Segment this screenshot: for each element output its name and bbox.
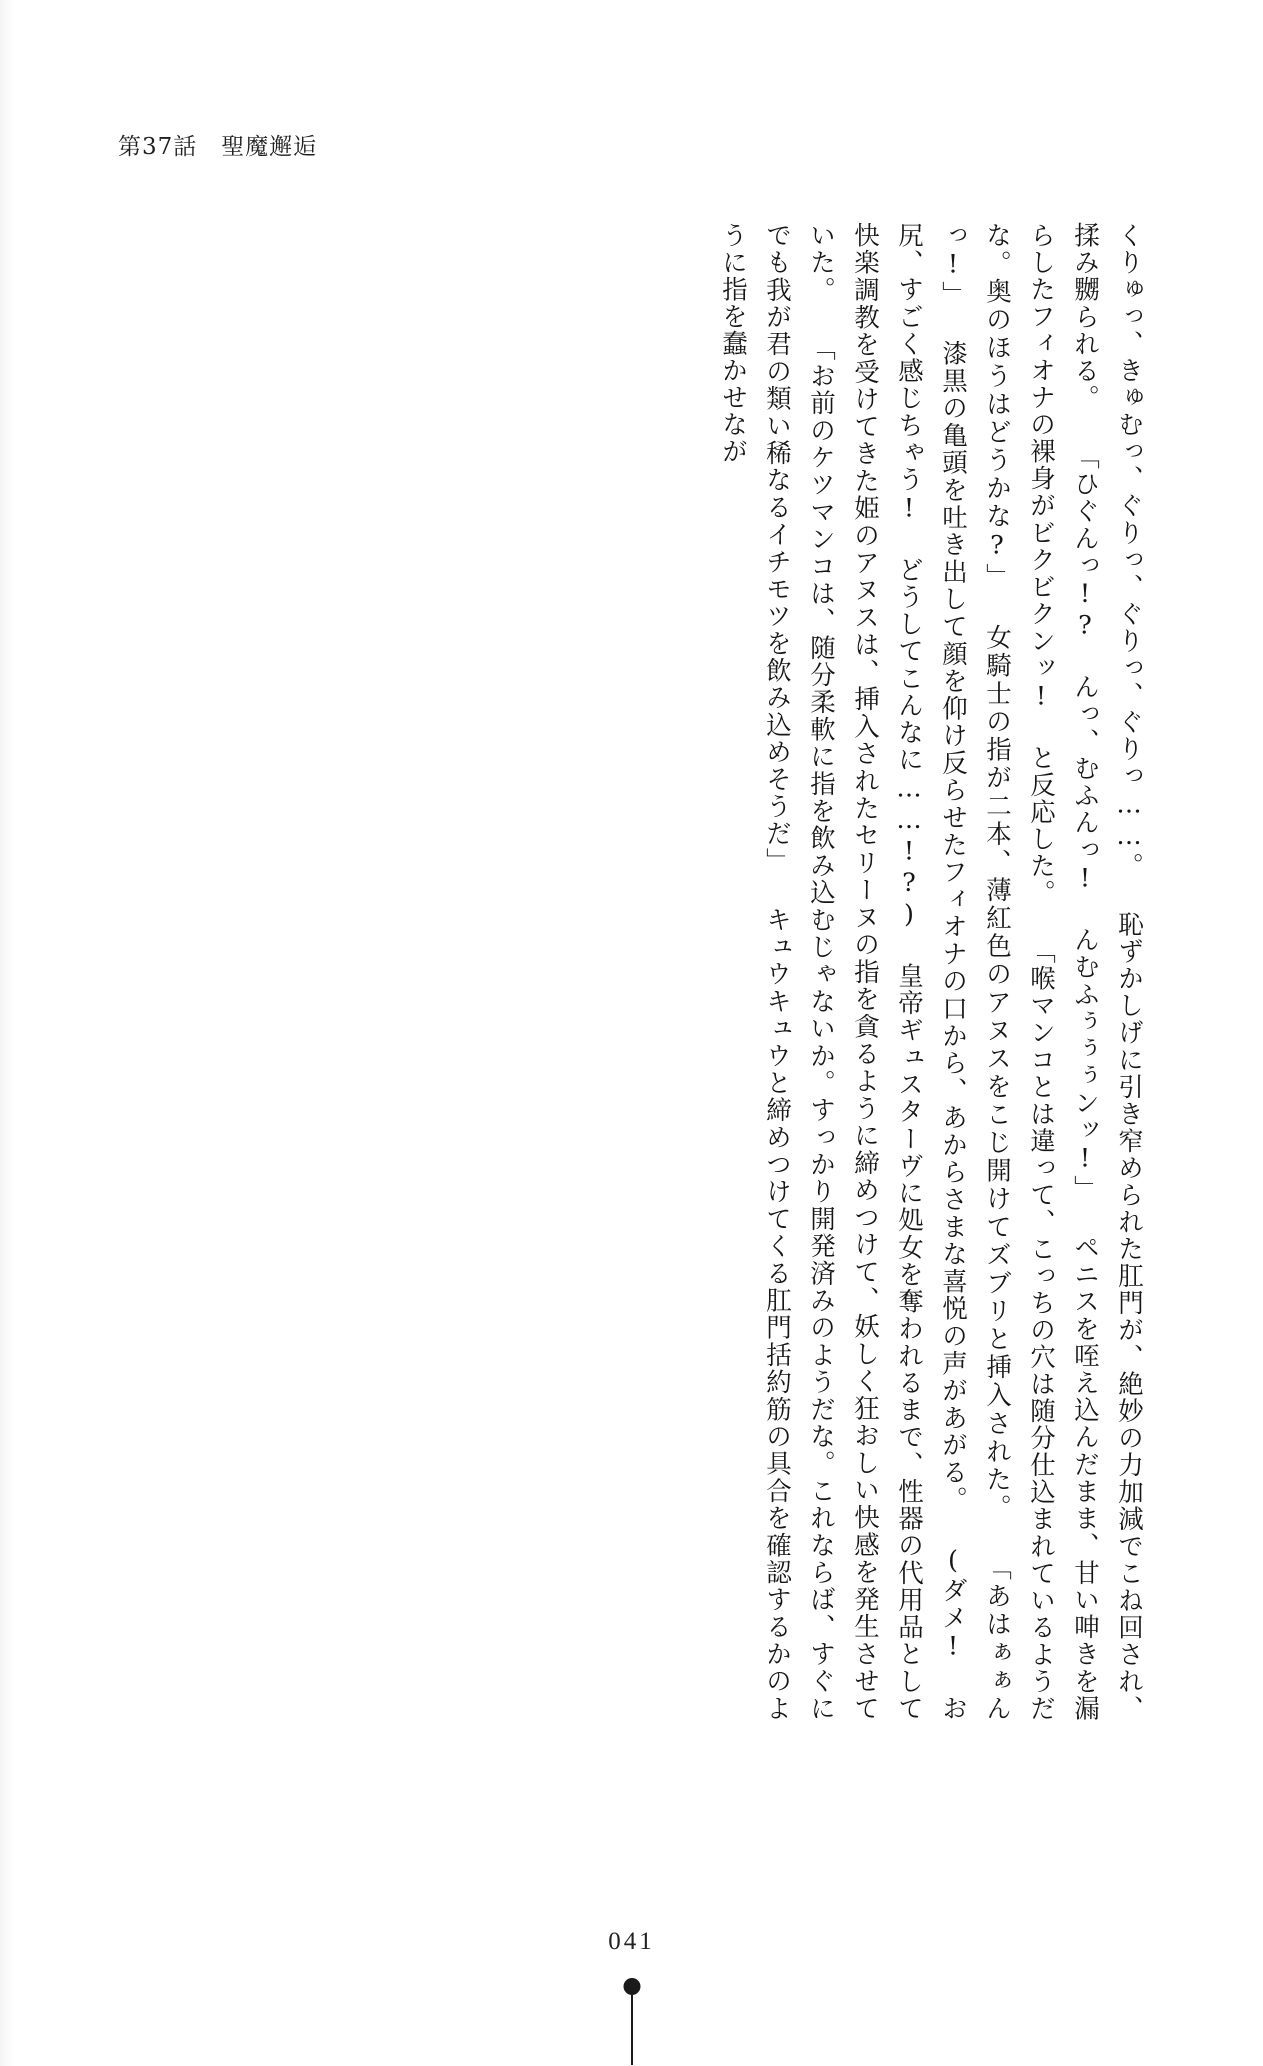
page-number: 041 <box>608 1928 655 1955</box>
page-gutter-shadow <box>0 0 14 2066</box>
running-head <box>0 128 1263 168</box>
body-text <box>111 222 1151 1722</box>
ornament-stem <box>631 1995 633 2065</box>
chapter-title: 第37話 聖魔邂逅 <box>118 134 318 160</box>
body-paragraph: くりゅっ、きゅむっ、ぐりっ、ぐりっ、ぐりっ……。 恥ずかしげに引き窄められた肛門が、絶妙の力加減でこね回され、揉み嬲られる。 「ひぐんっ!? んっ、むふんっ! んむふぅぅぅンッ!」 ペニスを咥え込んだまま、甘い呻きを漏らしたフィオナの裸身がビクビクンッ! と反応した。 「喉マンコとは違って、こっちの穴は随分仕込まれているようだな。奥のほうはどうかな?」 女騎士の指が二本、薄紅色のアヌスをこじ開けてズブリと挿入された。 「あはぁぁんっ!」 漆黒の亀頭を吐き出して顔を仰け反らせたフィオナの口から、あからさまな喜悦の声があがる。 (ダメ! お尻、すごく感じちゃう! どうしてこんなに……!?) 皇帝ギュスターヴに処女を奪われるまで、性器の代用品として快楽調教を受けてきた姫のアヌスは、挿入されたセリーヌの指を貪るように締めつけて、妖しく狂おしい快感を発生させていた。 「お前のケツマンコは、随分柔軟に指を飲み込むじゃないか。すっかり開発済みのようだな。これならば、すぐにでも我が君の類い稀なるイチモツを飲み込めそうだ」 キュウキュウと締めつけてくる肛門括約筋の具合を確認するかのように指を蠢かせなが <box>718 222 1144 1723</box>
bottom-dot-ornament-icon <box>617 1978 647 2066</box>
ornament-dot <box>623 1978 640 1995</box>
